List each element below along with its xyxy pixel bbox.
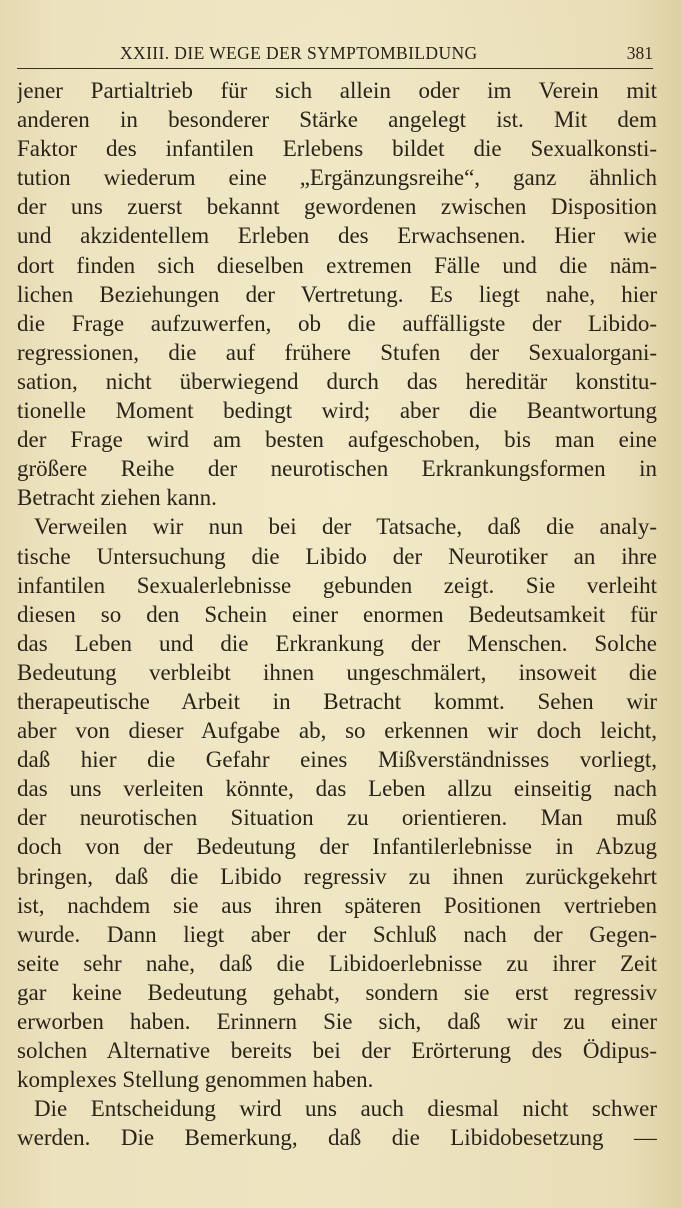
text-line: infantilen Sexualerlebnisse gebunden zeigt. Sie verleiht bbox=[17, 572, 657, 598]
text-line: bringen, daß die Libido regressiv zu ihnen zurückgekehrt bbox=[17, 863, 657, 889]
paragraph-1 bbox=[17, 76, 657, 512]
text-line: dort finden sich dieselben extremen Fälle und die näm- bbox=[17, 252, 657, 278]
text-line: wurde. Dann liegt aber der Schluß nach der Gegen- bbox=[17, 921, 657, 947]
text-line: gar keine Bedeutung gehabt, sondern sie erst regressiv bbox=[17, 979, 657, 1005]
page-number: 381 bbox=[626, 43, 653, 63]
text-line: und akzidentellem Erleben des Erwachsenen. Hier wie bbox=[17, 223, 657, 249]
text-line: ist, nachdem sie aus ihren späteren Positionen vertrieben bbox=[17, 892, 657, 918]
text-line: Betracht ziehen kann. bbox=[17, 485, 217, 511]
paragraph-2 bbox=[17, 512, 657, 1094]
text-line: doch von der Bedeutung der Infantilerlebnisse in Abzug bbox=[17, 834, 657, 860]
text-line: aber von dieser Aufgabe ab, so erkennen wir doch leicht, bbox=[17, 718, 657, 744]
text-line: solchen Alternative bereits bei der Erörterung des Ödipus- bbox=[17, 1038, 657, 1064]
text-line: das uns verleiten könnte, das Leben allzu einseitig nach bbox=[17, 776, 657, 802]
text-line: der uns zuerst bekannt gewordenen zwischen Disposition bbox=[17, 194, 657, 220]
text-line: das Leben und die Erkrankung der Menschen. Solche bbox=[17, 630, 657, 656]
text-line: regressionen, die auf frühere Stufen der Sexualorgani- bbox=[17, 339, 657, 365]
text-line: anderen in besonderer Stärke angelegt ist. Mit dem bbox=[17, 107, 657, 133]
text-line: Faktor des infantilen Erlebens bildet die Sexualkonsti- bbox=[17, 136, 657, 162]
text-line: die Frage aufzuwerfen, ob die auffälligste der Libido- bbox=[17, 310, 657, 336]
text-line: daß hier die Gefahr eines Mißverständnisses vorliegt, bbox=[17, 747, 657, 773]
text-line: jener Partialtrieb für sich allein oder im Verein mit bbox=[17, 78, 657, 103]
text-line: lichen Beziehungen der Vertretung. Es liegt nahe, hier bbox=[17, 281, 657, 307]
text-line: erworben haben. Erinnern Sie sich, daß wir zu einer bbox=[17, 1009, 657, 1034]
text-line: tution wiederum eine „Ergänzungsreihe“, ganz ähnlich bbox=[17, 165, 657, 191]
text-line: größere Reihe der neurotischen Erkrankungsformen in bbox=[17, 456, 657, 482]
text-line: diesen so den Schein einer enormen Bedeutsamkeit für bbox=[17, 601, 657, 627]
text-line: therapeutische Arbeit in Betracht kommt. Sehen wir bbox=[17, 688, 657, 714]
text-line: werden. Die Bemerkung, daß die Libidobesetzung — bbox=[17, 1125, 657, 1151]
text-line: tionelle Moment bedingt wird; aber die Beantwortung bbox=[17, 398, 657, 424]
text-line: komplexes Stellung genommen haben. bbox=[17, 1067, 374, 1093]
text-line: sation, nicht überwiegend durch das hereditär konstitu- bbox=[17, 368, 657, 394]
text-line: seite sehr nahe, daß die Libidoerlebnisse zu ihrer Zeit bbox=[17, 950, 657, 976]
text-line: tische Untersuchung die Libido der Neurotiker an ihre bbox=[17, 543, 657, 569]
paragraph-3 bbox=[17, 1094, 657, 1152]
text-line: der Frage wird am besten aufgeschoben, bis man eine bbox=[17, 427, 657, 453]
text-line: Verweilen wir nun bei der Tatsache, daß die analy- bbox=[34, 514, 657, 540]
page-header bbox=[17, 40, 653, 69]
text-line: Bedeutung verbleibt ihnen ungeschmälert, insoweit die bbox=[17, 659, 657, 685]
text-line: Die Entscheidung wird uns auch diesmal nicht schwer bbox=[34, 1096, 657, 1122]
text-line: der neurotischen Situation zu orientieren. Man muß bbox=[17, 805, 657, 831]
body-text bbox=[17, 76, 657, 1152]
running-head: XXIII. DIE WEGE DER SYMPTOMBILDUNG bbox=[120, 43, 478, 63]
